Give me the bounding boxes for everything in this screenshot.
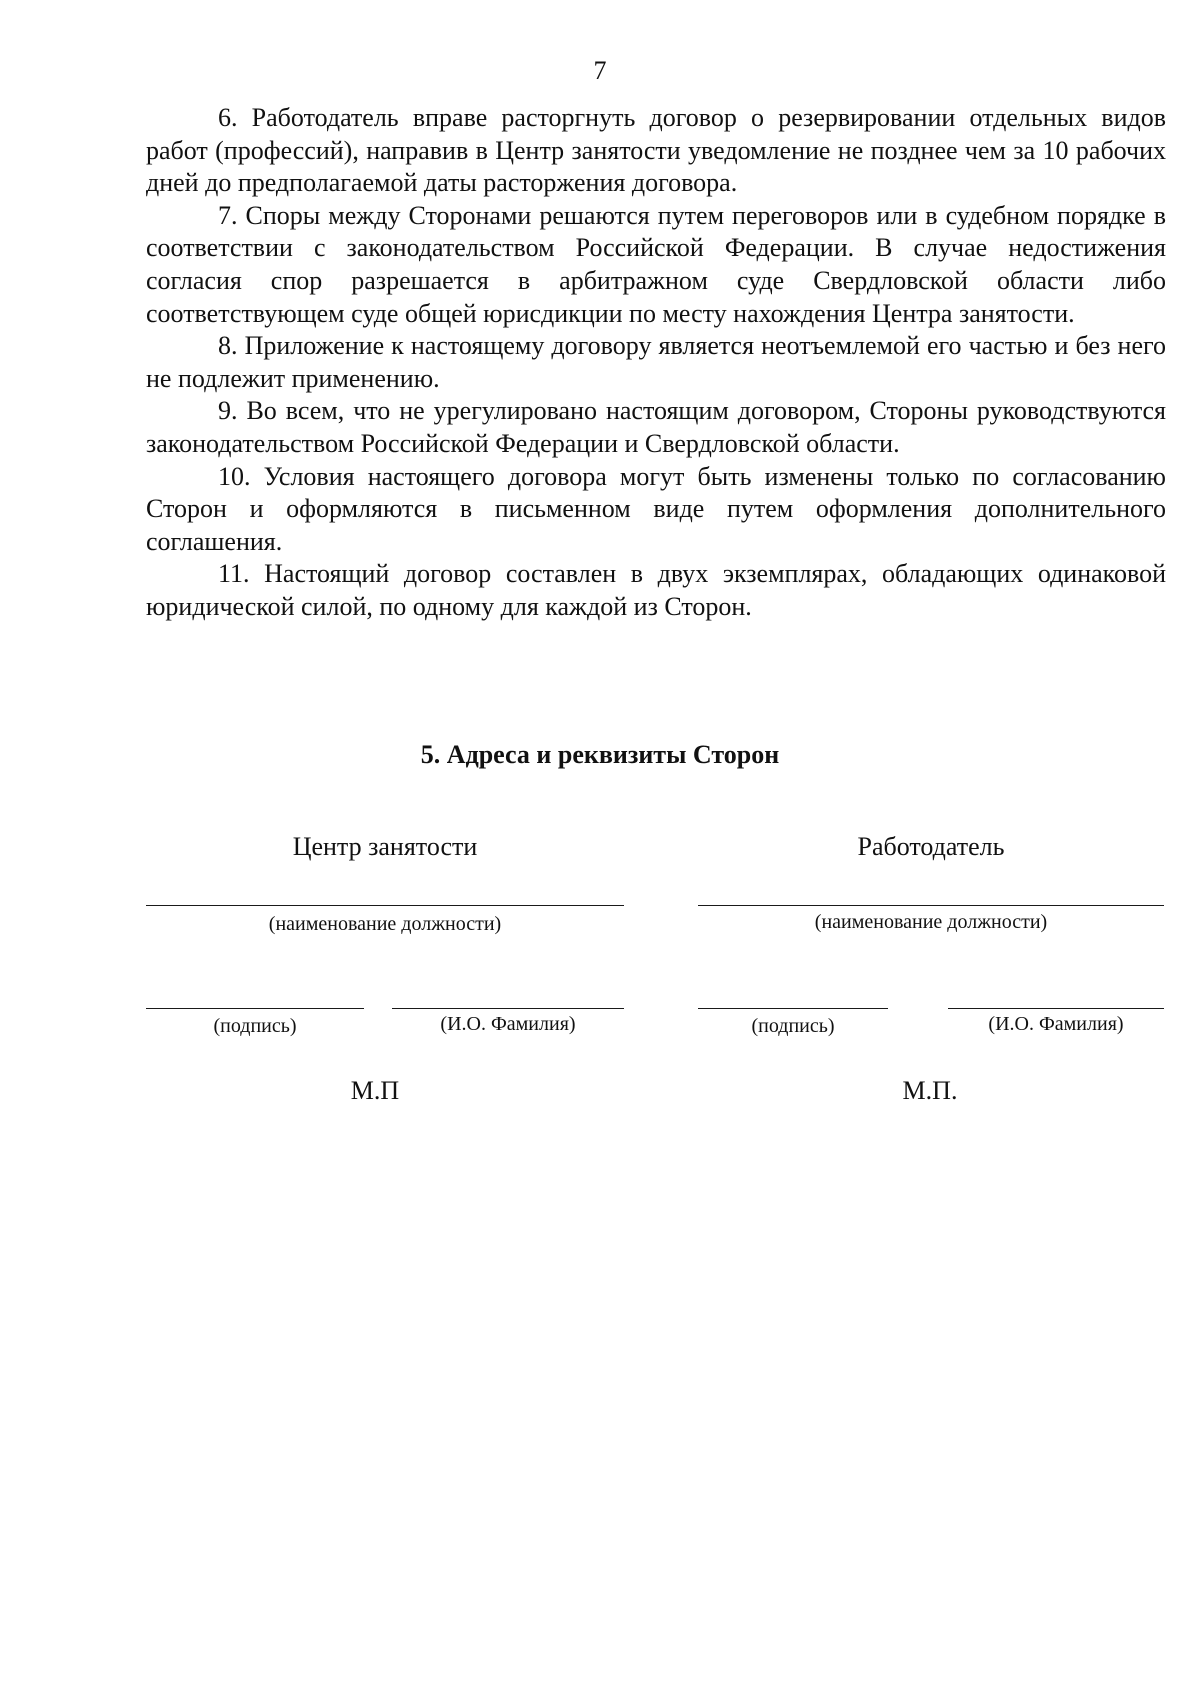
right-position-line — [698, 905, 1164, 906]
right-name-caption: (И.О. Фамилия) — [988, 1013, 1124, 1035]
left-name-line — [392, 1008, 624, 1009]
right-party-title: Работодатель — [857, 832, 1005, 861]
left-party-title: Центр занятости — [292, 832, 478, 861]
section-heading: 5. Адреса и реквизиты Сторон — [420, 740, 780, 769]
clause-10: 10. Условия настоящего договора могут быть изменены только по согласованию Сторон и оформляются в письменном виде путем оформления дополнительного соглашения. — [146, 461, 1166, 556]
right-signature-line — [698, 1008, 888, 1009]
clause-8: 8. Приложение к настоящему договору является неотъемлемой его частью и без него не подлежит применению. — [146, 331, 1166, 393]
page-number: 7 — [593, 56, 607, 85]
clause-11: 11. Настоящий договор составлен в двух экземплярах, обладающих одинаковой юридической силой, по одному для каждой из Сторон. — [146, 559, 1166, 621]
left-stamp-mark: М.П — [350, 1076, 400, 1105]
clause-7: 7. Споры между Сторонами решаются путем переговоров или в судебном порядке в соответствии с законодательством Российской Федерации. В случае недостижения согласия спор разрешается в арбитражном суде Свердловской области либо соответствующем суде общей юрисдикции по месту нахождения Центра занятости. — [146, 200, 1166, 328]
right-stamp-mark: М.П. — [902, 1076, 958, 1105]
left-name-caption: (И.О. Фамилия) — [440, 1013, 576, 1035]
right-name-line — [948, 1008, 1164, 1009]
right-signature-caption: (подпись) — [751, 1015, 835, 1037]
left-signature-caption: (подпись) — [213, 1015, 297, 1037]
contract-clauses — [146, 102, 1166, 624]
right-position-caption: (наименование должности) — [814, 911, 1048, 933]
clause-6: 6. Работодатель вправе расторгнуть договор о резервировании отдельных видов работ (профессий), направив в Центр занятости уведомление не позднее чем за 10 рабочих дней до предполагаемой даты расторжения договора. — [146, 103, 1166, 198]
clause-9: 9. Во всем, что не урегулировано настоящим договором, Стороны руководствуются законодательством Российской Федерации и Свердловской области. — [146, 396, 1166, 458]
left-signature-line — [146, 1008, 364, 1009]
left-position-caption: (наименование должности) — [268, 913, 502, 935]
left-position-line — [146, 905, 624, 906]
